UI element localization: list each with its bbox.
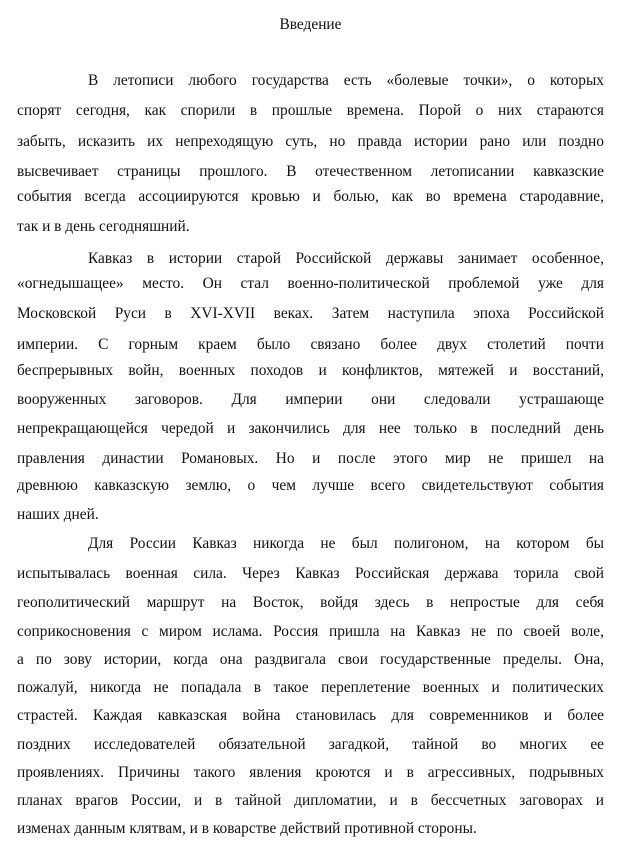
text-line: планах врагов России, и в тайной дипломатии, и в бессчетных заговорах и [17, 792, 604, 809]
text-line: правления династии Романовых. Но и после этого мир не пришел на [17, 450, 604, 467]
text-line: соприкосновения с миром ислама. Россия пришла на Кавказ не по своей воле, [17, 623, 604, 640]
text-line: поздних исследователей обязательной загадкой, тайной во многих ее [17, 736, 604, 753]
text-line: древнюю кавказскую землю, о чем лучше всего свидетельствуют события [17, 477, 604, 494]
text-line: беспрерывных войн, военных походов и конфликтов, мятежей и восстаний, [17, 362, 604, 379]
text-line: Московской Руси в XVI-XVII веках. Затем наступила эпоха Российской [17, 305, 604, 322]
text-line: наших дней. [17, 506, 99, 523]
text-line: испытывалась военная сила. Через Кавказ Российская держава торила свой [17, 565, 604, 582]
page-title: Введение [279, 16, 342, 33]
text-line: события всегда ассоциируются кровью и болью, как во времена стародавние, [17, 188, 604, 205]
text-line: так и в день сегодняшний. [17, 218, 190, 235]
text-line: изменах данным клятвам, и в коварстве действий противной стороны. [17, 820, 477, 837]
text-line: вооруженных заговоров. Для империи они следовали устрашающе [17, 391, 604, 408]
text-line: а по зову истории, когда она раздвигала свои государственные пределы. Она, [17, 651, 604, 668]
text-line: империи. С горным краем было связано более двух столетий почти [17, 336, 604, 353]
text-line: Для России Кавказ никогда не был полигоном, на котором бы [88, 535, 604, 552]
text-line: забыть, исказить их непреходящую суть, но правда истории рано или поздно [17, 133, 604, 150]
text-line: геополитический маршрут на Восток, войдя здесь в непростые для себя [17, 594, 604, 611]
text-line: пожалуй, никогда не попадала в такое переплетение военных и политических [17, 679, 604, 696]
text-line: страстей. Каждая кавказская война становилась для современников и более [17, 707, 604, 724]
text-line: Кавказ в истории старой Российской державы занимает особенное, [88, 250, 604, 267]
text-line: В летописи любого государства есть «болевые точки», о которых [88, 72, 604, 89]
text-line: спорят сегодня, как спорили в прошлые времена. Порой о них стараются [17, 102, 604, 119]
text-line: проявлениях. Причины такого явления кроются и в агрессивных, подрывных [17, 764, 604, 781]
text-line: «огнедышащее» место. Он стал военно-политической проблемой уже для [17, 275, 604, 292]
text-line: непрекращающейся чередой и закончились для нее только в последний день [17, 420, 604, 437]
text-line: высвечивает страницы прошлого. В отечественном летописании кавказские [17, 163, 604, 180]
